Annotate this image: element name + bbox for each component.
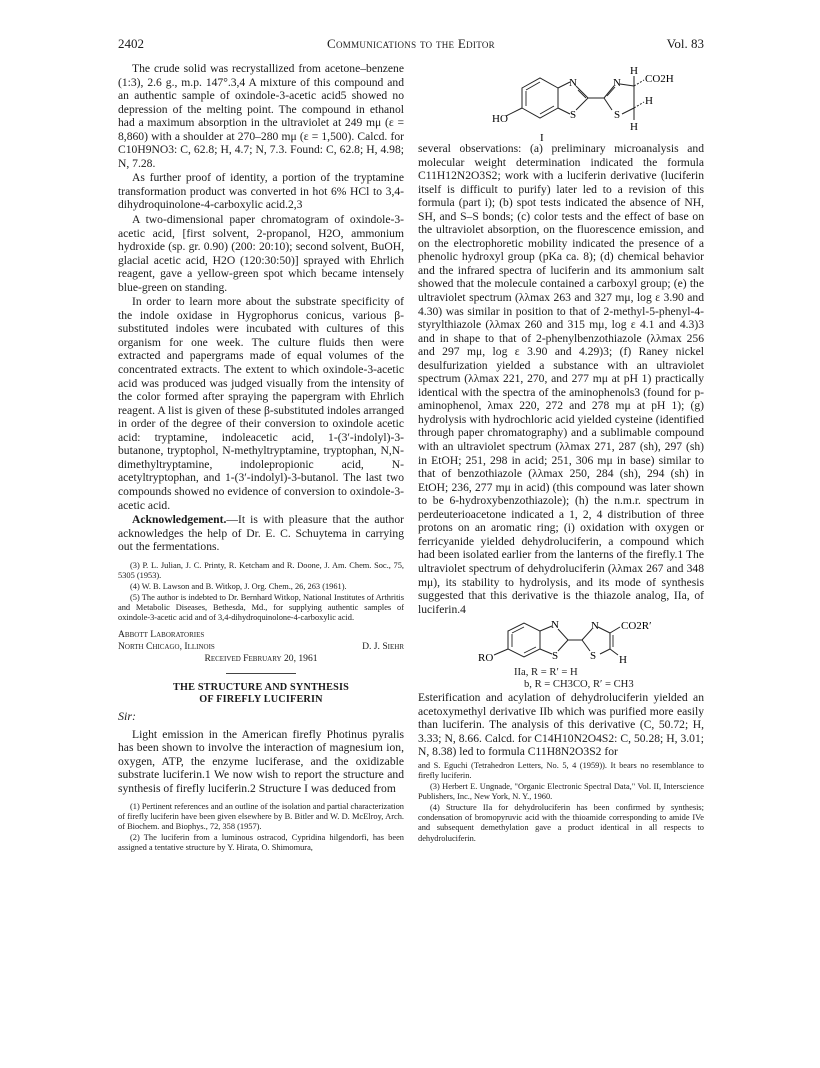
- footnote: (2) The luciferin from a luminous ostracod, Cypridina hilgendorfi, has been assigned a tentative structure by Y. Hirata, O. Shimomura,: [118, 832, 404, 852]
- acknowledgement-body: —It is with pleasure that the author acknowledges the help of Dr. E. C. Schuytema in carrying out the fermentations.: [118, 513, 404, 554]
- footnote: (3) P. L. Julian, J. C. Printy, R. Ketcham and R. Doone, J. Am. Chem. Soc., 75, 5305 (1953).: [118, 560, 404, 580]
- structure-label: I: [540, 132, 544, 142]
- struct-atom-n: N: [613, 77, 621, 89]
- struct-atom-s: S: [570, 109, 577, 121]
- footnote: (1) Pertinent references and an outline of the isolation and partial characterization of firefly luciferin have been given elsewhere by B. Bitler and W. D. McElroy, Arch. of Biochem. and Biophys., 72, 358 (1957).: [118, 801, 404, 831]
- footnote: (5) The author is indebted to Dr. Bernhard Witkop, National Institutes of Arthritis and Metabolic Diseases, Bethesda, Md., for supplying authentic samples of oxindole-3-acetic acid and of 3,4-dihydroquinolone-4-carboxylic acid.: [118, 592, 404, 623]
- struct-atom-n: N: [591, 620, 599, 633]
- section-divider: [226, 673, 296, 674]
- struct-label-ho: HO: [492, 113, 508, 125]
- structure-label: IIa, R = R′ = H: [514, 667, 578, 679]
- affiliation: [118, 629, 404, 653]
- struct-atom-s: S: [590, 650, 597, 663]
- struct-group-co2h: CO2H: [645, 73, 674, 85]
- struct-atom-h: H: [630, 66, 638, 77]
- author-name: D. J. Siehr: [362, 641, 404, 653]
- paragraph: The crude solid was recrystallized from acetone–benzene (1:3), 2.6 g., m.p. 147°.3,4 A mixture of this compound and an authentic sample of oxindole-3-acetic acid5 showed no depression of the melting point. The compound in ethanol had a maximum absorption in the ultraviolet at 249 mμ (ε = 8,860) with a shoulder at 270–280 mμ (ε = 1,500). Calcd. for C10H9NO3: C, 62.8; H, 4.7; N, 7.3. Found: C, 62.8; H, 4.98; N, 7.28.: [118, 62, 404, 170]
- struct-group-co2r: CO2R′: [621, 620, 652, 633]
- struct-label-ro: RO: [478, 652, 494, 665]
- struct-atom-s: S: [552, 650, 559, 663]
- struct-atom-n: N: [569, 77, 577, 89]
- left-column: [118, 62, 404, 854]
- struct-atom-s: S: [614, 109, 621, 121]
- struct-atom-h: H: [619, 654, 627, 667]
- article-title: [118, 682, 404, 706]
- struct-atom-n: N: [551, 619, 559, 632]
- paragraph: several observations: (a) preliminary microanalysis and molecular weight determination indicated the formula C11H12N2O3S2; work with a luciferin derivative (luciferin itself is difficult to purify) later led to a revision of this formula (part i); (b) spot tests indicated the absence of NH, SH, and S–S bonds; (c) color tests and the effect of base on the ultraviolet absorption, on the fluorescence emission, and on the electrophoretic mobility indicated the presence of a phenolic hydroxyl group (pKa ca. 8); (d) chemical behavior and the infrared spectra of luciferin and its ammonium salt showed that the molecule contained a carboxyl group; (e) the ultraviolet spectrum (λλmax 263 and 327 mμ, log ε 3.90 and 4.30) was similar in position to that of 2-methyl-5-phenyl-4-styrylthiazole (λλmax 260 and 315 mμ, log ε 4.1 and 4.3)3 and in shape to that of 2-phenylbenzothiazole (λλmax 256 and 297 mμ, log ε 3.90 and 4.29)3; (f) Raney nickel desulfurization yielded a substance with an ultraviolet spectrum (λλmax 221, 270, and 277 mμ at pH 1) practically identical with the spectra of the aminophenols3 (found for p-aminophenol, λmax 220, 272 and 278 mμ at pH 1); (g) hydrolysis with hydrochloric acid yielded cysteine (identified through paper chromatography) and a sublimable compound with an ultraviolet spectrum (λλmax 271, 287 (sh), 297 (sh) in EtOH; 251, 298 in acid; 251, 306 mμ in base) similar to that of benzothiazole (λλmax 250, 284 (sh), 294 (sh) in EtOH; 236, 277 mμ in acid) (this compound was later shown to be 6-hydroxybenzothiazole); (h) the n.m.r. spectrum in perdeuterioacetone indicated a 1, 2, 4 distribution of three protons on an aromatic ring; (i) oxidation with oxygen or ferricyanide yielded dehydroluciferin, a compound which had been isolated earlier from the lanterns of the firefly.1 The ultraviolet spectrum of dehydroluciferin (λλmax 267 and 348 mμ), its stability to hydrolysis, and its mode of synthesis suggested that this derivative is the thiazole analog, IIa, of luciferin.4: [418, 142, 704, 616]
- paragraph: Light emission in the American firefly Photinus pyralis has been shown to involve the interaction of magnesium ion, oxygen, ATP, the enzyme luciferase, and the oxidizable substrate luciferin.1 We now wish to report the structure and synthesis of firefly luciferin.2 Structure I was deduced from: [118, 727, 404, 795]
- footnote: (4) Structure IIa for dehydroluciferin has been confirmed by synthesis; condensation of bromopyruvic acid with the thioamide corresponding to amide IVe and subsequent demethylation gave a product identical in all respects to dehydroluciferin.: [418, 803, 704, 843]
- paragraph: In order to learn more about the substrate specificity of the indole oxidase in Hygrophorus conicus, various β-substituted indoles were incubated with cultures of this organism for one week. The culture fluids then were extracted and papergrams made of equal volumes of the concentrated extracts. The extent to which oxindole-3-acetic acid was produced was judged visually from the intensity of the color formed after spraying the papergram with Ehrlich reagent. A list is given of these β-substituted indoles arranged in order of the degree of their conversion to oxindole acetic acid: tryptamine, indoleacetic acid, 1-(3′-indolyl)-3-butanone, tryptophol, N-methyltryptamine, tryptophan, N,N-dimethyltryptamine, indolepropionic acid, N-acetyltryptophan, and 1-(3′-indolyl)-3-butanol. The last two compounds showed no evidence of conversion to oxindole-3-acetic acid.: [118, 295, 404, 512]
- structure-label: b, R = CH3CO, R′ = CH3: [524, 679, 634, 691]
- footnote: (4) W. B. Lawson and B. Witkop, J. Org. Chem., 26, 263 (1961).: [130, 581, 347, 591]
- footnote: and S. Eguchi (Tetrahedron Letters, No. 5, 4 (1959)). It bears no resemblance to firefly luciferin.: [418, 760, 704, 780]
- salutation: Sir:: [118, 709, 136, 724]
- page-number: 2402: [118, 36, 144, 51]
- paragraph: A two-dimensional paper chromatogram of oxindole-3-acetic acid, [first solvent, 2-propanol, H2O, ammonium hydroxide (sp. gr. 0.90) (200: 20:10); second solvent, BuOH, glacial acetic acid, H2O (120:30:50)] sprayed with Ehrlich reagent, gave a yellow-green spot which became intensely blue-green on standing.: [118, 213, 404, 294]
- struct-atom-h: H: [630, 121, 638, 133]
- paragraph: Esterification and acylation of dehydroluciferin yielded an acetoxymethyl derivative IIb which was purified more easily than luciferin. The analysis of this derivative (C, 50.72; H, 3.33; N, 8.66. Calcd. for C14H10N2O4S2: C, 50.28; H, 3.01; N, 8.38) led to formula C11H8N2O3S2 for: [418, 691, 704, 759]
- affiliation-line: Abbott Laboratories: [118, 629, 205, 641]
- acknowledgement: [118, 513, 404, 554]
- article-title-line: THE STRUCTURE AND SYNTHESIS: [172, 682, 350, 694]
- article-title-line: OF FIREFLY LUCIFERIN: [199, 694, 323, 706]
- right-column: [418, 66, 704, 845]
- received-date: Received February 20, 1961: [204, 653, 318, 665]
- structure-II-diagram: [418, 617, 704, 667]
- structure-I-diagram: [418, 66, 704, 142]
- running-title: Communications to the Editor: [327, 36, 495, 51]
- page-header: [118, 36, 704, 56]
- footnote: (3) Herbert E. Ungnade, "Organic Electronic Spectral Data," Vol. II, Interscience Publishers, Inc., New York, N. Y., 1960.: [418, 782, 704, 802]
- paragraph: As further proof of identity, a portion of the tryptamine transformation product was converted in hot 6% HCl to 3,4-dihydroquinolone-4-carboxylic acid.2,3: [118, 171, 404, 212]
- struct-atom-h: H: [645, 95, 653, 107]
- affiliation-line: North Chicago, Illinois: [118, 641, 215, 653]
- volume-number: Vol. 83: [666, 36, 704, 51]
- acknowledgement-heading: Acknowledgement.: [132, 513, 227, 527]
